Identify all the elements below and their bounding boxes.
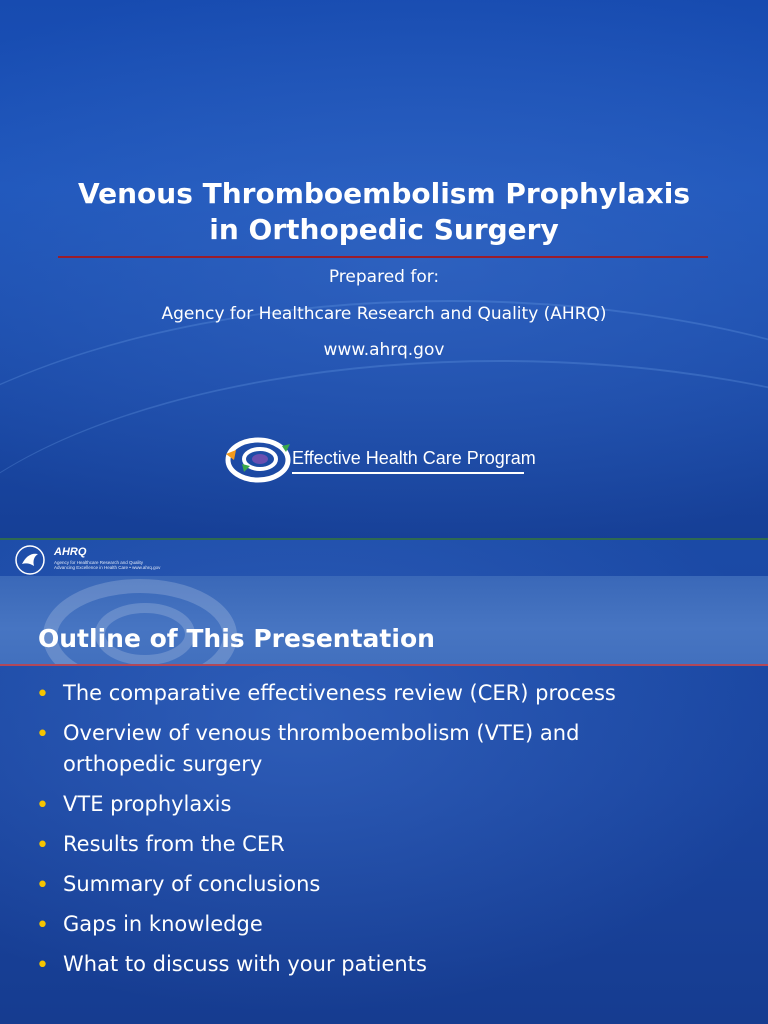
ehc-logo-underline (292, 472, 524, 474)
list-item (0, 949, 768, 980)
bullet-icon: • (36, 953, 49, 978)
outline-title: Outline of This Presentation (38, 624, 435, 653)
agency-url: www.ahrq.gov (323, 340, 445, 360)
prepared-for-label: Prepared for: (328, 267, 440, 287)
outline-slide (0, 538, 768, 1024)
agency-name: Agency for Healthcare Research and Quality (AHRQ) (161, 304, 607, 324)
effective-health-care-logo (222, 430, 536, 490)
list-item-text: Results from the CER (63, 832, 285, 856)
list-item-text: VTE prophylaxis (63, 792, 232, 816)
ehc-logo-text: Effective Health Care Program (292, 448, 536, 468)
bullet-icon: • (36, 833, 49, 858)
bullet-icon: • (36, 793, 49, 818)
ahrq-logo-subtext (54, 560, 160, 570)
slide-title-line-2: in Orthopedic Surgery (209, 213, 559, 246)
ahrq-logo (14, 544, 161, 576)
ahrq-logo-subtext-line-1: Agency for Healthcare Research and Quality (54, 560, 144, 565)
list-item (0, 829, 768, 860)
slide-title (40, 176, 728, 248)
list-item (0, 678, 768, 709)
hhs-eagle-icon (14, 544, 48, 576)
title-band-rule (0, 664, 768, 666)
list-item (0, 718, 768, 780)
bullet-icon: • (36, 873, 49, 898)
bullet-icon: • (36, 913, 49, 938)
title-rule (58, 256, 708, 258)
outline-list (0, 678, 768, 989)
slide-title-line-1: Venous Thromboembolism Prophylaxis (77, 177, 691, 210)
ahrq-logo-subtext-line-2: Advancing Excellence in Health Care • www.ahrq.gov (54, 565, 161, 570)
list-item (0, 789, 768, 820)
list-item-text: The comparative effectiveness review (CER) process (63, 681, 616, 705)
bullet-icon: • (36, 722, 49, 747)
slide-divider (0, 538, 768, 540)
list-item (0, 909, 768, 940)
list-item (0, 869, 768, 900)
ahrq-logo-text: AHRQ (54, 546, 87, 558)
ehc-swirl-icon (222, 430, 294, 490)
list-item-text: Gaps in knowledge (63, 912, 263, 936)
list-item-text: What to discuss with your patients (63, 952, 427, 976)
list-item-text: Overview of venous thromboembolism (VTE) and orthopedic surgery (63, 721, 580, 776)
bullet-icon: • (36, 682, 49, 707)
list-item-text: Summary of conclusions (63, 872, 321, 896)
